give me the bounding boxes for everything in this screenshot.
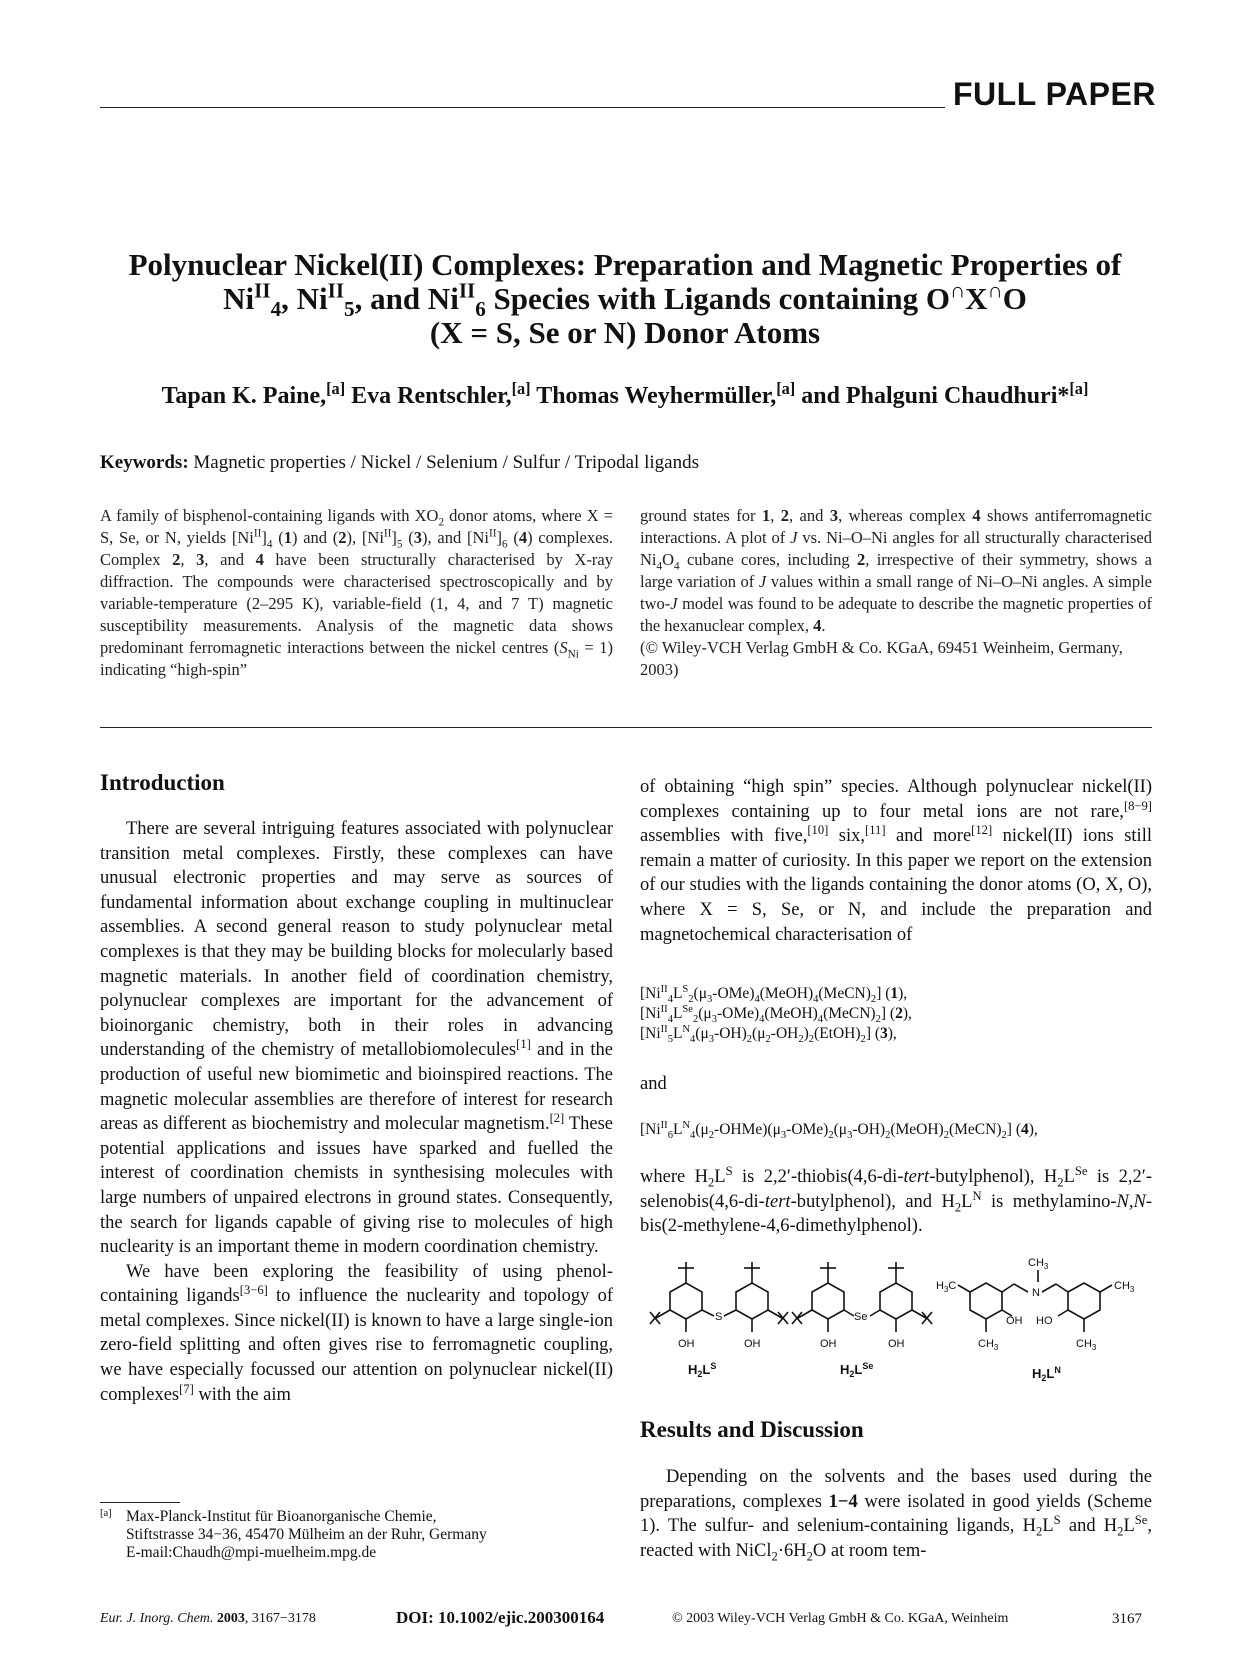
formula-block bbox=[640, 984, 1152, 1044]
footer-doi[interactable]: DOI: 10.1002/ejic.200300164 bbox=[396, 1608, 605, 1627]
introduction-right bbox=[640, 775, 1152, 947]
title-line-1: Polynuclear Nickel(II) Complexes: Preparation and Magnetic Properties of bbox=[128, 247, 1122, 282]
ligand-definitions: where $H_2L^S$ is 2,2′-thiobis(4,6-di-tert-butylphenol), $H_2L^{Se}$ is 2,2′-selenobis(4,6-di-tert-butylphenol), and $H_2L^N$ is methylamino-N,N-bis(2-methylene-4,6-dimethylphenol). bbox=[640, 1163, 1153, 1237]
author-list: Tapan K. Paine,[a] Eva Rentschler,[a] Thomas Weyhermüller,[a] and Phalguni Chaudhuri*[a] bbox=[161, 379, 1089, 409]
footnote-email[interactable]: E-mail:Chaudh@mpi-muelheim.mpg.de bbox=[126, 1544, 377, 1561]
title-line-2: $Ni^{II}_4$, $Ni^{II}_5$, and $Ni^{II}_6$ Species with Ligands containing O∩X∩O bbox=[223, 278, 1027, 322]
oh-label: OH bbox=[888, 1338, 905, 1350]
oh-label: OH bbox=[1006, 1315, 1023, 1327]
nitrogen-label: N bbox=[1032, 1287, 1040, 1299]
introduction-heading: Introduction bbox=[100, 770, 225, 795]
and-word: and bbox=[640, 1074, 667, 1094]
page-number: 3167 bbox=[1112, 1611, 1142, 1627]
ho-label: HO bbox=[1036, 1315, 1053, 1327]
formula-3: $[Ni^{II}_5L^N_4(\mu_3-OH)_2(\mu_2-OH_2)_2(EtOH)_2]$ (3), bbox=[640, 1023, 897, 1046]
introduction-left bbox=[100, 817, 613, 1407]
methyl-label: $CH_3$ bbox=[1076, 1338, 1097, 1352]
ligand-label-h2lse: $H_2L^{Se}$ bbox=[840, 1361, 874, 1379]
results-heading: Results and Discussion bbox=[640, 1417, 864, 1442]
methyl-label: $CH_3$ bbox=[978, 1338, 999, 1352]
formula-2: $[Ni^{II}_4L^{Se}_2(\mu_3-OMe)_4(MeOH)_4(MeCN)_2]$ (2), bbox=[640, 1003, 912, 1026]
ligand-h2ln-structure bbox=[958, 1270, 1112, 1332]
section-label: FULL PAPER bbox=[953, 76, 1156, 112]
methyl-label: $CH_3$ bbox=[1114, 1280, 1135, 1294]
oh-label: OH bbox=[820, 1338, 837, 1350]
footnote-rule bbox=[100, 1502, 180, 1503]
ligand-label-h2ls: $H_2L^S$ bbox=[688, 1361, 717, 1379]
intro-paragraph-1: There are several intriguing features associated with polynuclear transition metal complexes. Firstly, these complexes can have unusual electronic properties and may serve as sources of fundamental information about exchange coupling in multinuclear assemblies. A second general reason to study polynuclear metal complexes is that they may be building blocks for molecularly based magnetic materials. In another field of coordination chemistry, polynuclear complexes are important for the advancement of bioinorganic chemistry, both in their roles in advancing understanding of the chemistry of metallobiomolecules[1] and in the production of useful new biomimetic and bioinspired reactions. The magnetic molecular assemblies are therefore of interest for research areas as different as biochemistry and molecular magnetism.[2] These potential applications and issues have sparked and fuelled the interest of coordination chemists in synthesising molecules with large numbers of unpaired electrons in ground states. Consequently, the search for ligands capable of giving rise to molecules of high nuclearity is an important theme in modern coordination chemistry. bbox=[100, 819, 614, 1258]
intro-paragraph-2: We have been exploring the feasibility of using phenol-containing ligands[3−6] to influence the nuclearity and topology of metal complexes. Since nickel(II) is known to have a large single-ion zero-field splitting and often gives rise to ferromagnetic coupling, we have especially focussed our attention on polynuclear nickel(II) complexes[7] with the aim bbox=[100, 1261, 613, 1405]
selenium-label: Se bbox=[854, 1311, 868, 1323]
footer-citation: Eur. J. Inorg. Chem. 2003, 3167−3178 bbox=[100, 1611, 316, 1626]
ligand-label-h2ln: $H_2L^N$ bbox=[1032, 1365, 1061, 1382]
header-rule bbox=[100, 107, 945, 108]
results-paragraph: Depending on the solvents and the bases used during the preparations, complexes 1−4 were isolated in good yields (Scheme 1). The sulfur- and selenium-containing ligands, $H_2L^S$ and $H_2L^{Se}$, reacted with $NiCl_2\cdot 6H_2O$ at room tem- bbox=[640, 1467, 1152, 1564]
ligand-structures-scheme bbox=[640, 1252, 1160, 1382]
formula-4: $[Ni^{II}_6L^N_4(\mu_2-OHMe)(\mu_3-OMe)_2(\mu_3-OH)_2(MeOH)_2(MeCN)_2]$ (4), bbox=[640, 1119, 1038, 1142]
paper-title bbox=[100, 248, 1150, 350]
methyl-label: $H_3C$ bbox=[936, 1280, 957, 1294]
intro-paragraph-3: of obtaining “high spin” species. Although polynuclear nickel(II) complexes containing up to four metal ions are not rare,[8−9] assemblies with five,[10] six,[11] and more[12] nickel(II) ions still remain a matter of curiosity. In this paper we report on the extension of our studies with the ligands containing the donor atoms (O, X, O), where X = S, Se, or N, and include the preparation and magnetochemical characterisation of bbox=[640, 777, 1152, 945]
footer-copyright: © 2003 Wiley-VCH Verlag GmbH & Co. KGaA, Weinheim bbox=[672, 1611, 1009, 1626]
oh-label: OH bbox=[744, 1338, 761, 1350]
sulfur-label: S bbox=[715, 1311, 723, 1323]
affiliation-footnote: [a] Max-Planck-Institut für Bioanorganische Chemie, Stiftstrasse 34−36, 45470 Mülheim an der Ruhr, Germany E-mail:Chaudh@mpi-muelheim.mpg.de bbox=[100, 1508, 620, 1562]
abstract-left: A family of bisphenol-containing ligands with $XO_2$ donor atoms, where X = S, Se, or N, yields $[Ni^{II}]_4$ (1) and (2), $[Ni^{II}]_5$ (3), and $[Ni^{II}]_6$ (4) complexes. Complex 2, 3, and 4 have been structurally characterised by X-ray diffraction. The compounds were characterised spectroscopically and by variable-temperature (2–295 K), variable-field (1, 4, and 7 T) magnetic susceptibility measurements. Analysis of the magnetic data shows predominant ferromagnetic interactions between the nickel centres $(S_{Ni} = 1)$ indicating “high-spin” bbox=[100, 506, 614, 679]
keywords bbox=[100, 452, 1150, 474]
oh-label: OH bbox=[678, 1338, 695, 1350]
abstract-copyright: (© Wiley-VCH Verlag GmbH & Co. KGaA, 69451 Weinheim, Germany, 2003) bbox=[640, 638, 1123, 679]
abstract-rule bbox=[100, 727, 1152, 728]
keywords-text: Magnetic properties / Nickel / Selenium / Sulfur / Tripodal ligands bbox=[188, 452, 699, 473]
methyl-label: $CH_3$ bbox=[1028, 1257, 1049, 1271]
keywords-label: Keywords: bbox=[100, 452, 189, 473]
title-line-3: (X = S, Se or N) Donor Atoms bbox=[429, 315, 821, 350]
formula-1: $[Ni^{II}_4L^S_2(\mu_3-OMe)_4(MeOH)_4(MeCN)_2]$ (1), bbox=[640, 983, 908, 1006]
abstract-right: ground states for 1, 2, and 3, whereas complex 4 shows antiferromagnetic interactions. A plot of J vs. Ni–O–Ni angles for all structurally characterised $Ni_4O_4$ cubane cores, including 2, irrespective of their symmetry, shows a large variation of J values within a small range of Ni–O–Ni angles. A simple two-J model was found to be adequate to describe the magnetic properties of the hexanuclear complex, 4. (© Wiley-VCH Verlag GmbH & Co. KGaA, 69451 Weinheim, Germany, 2003) bbox=[640, 506, 1153, 679]
